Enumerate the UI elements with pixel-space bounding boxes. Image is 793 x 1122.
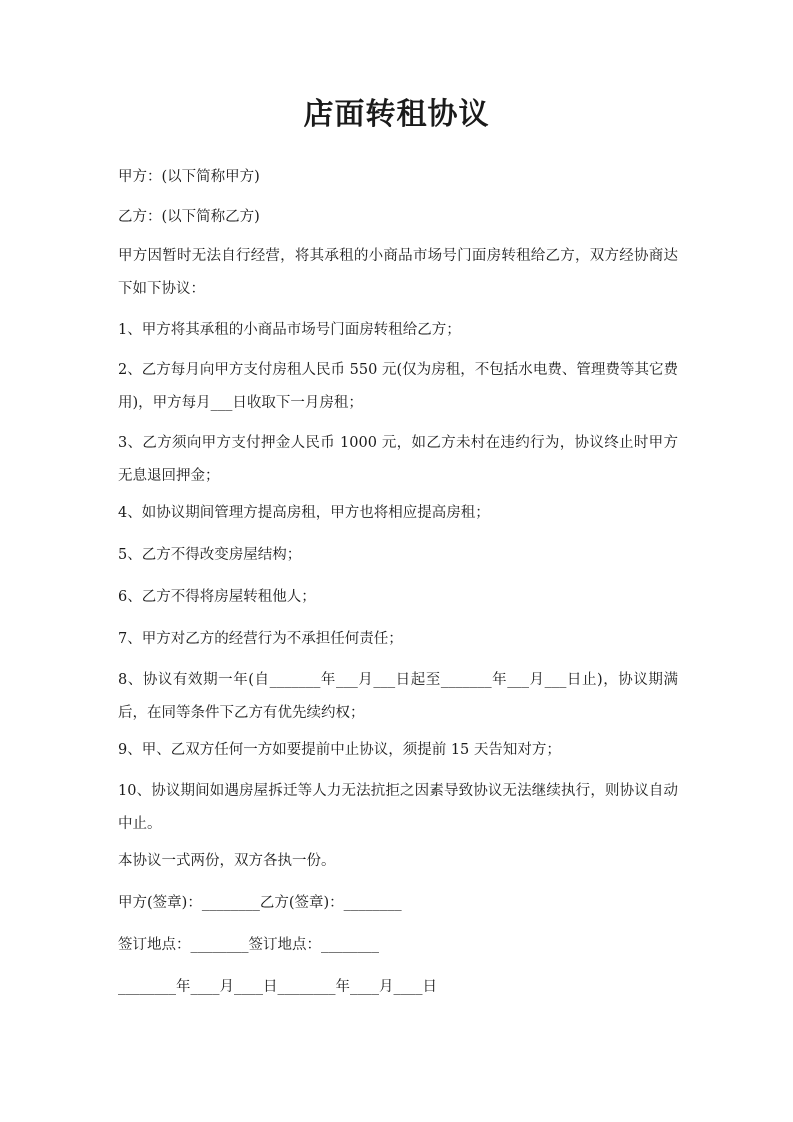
date-line: ________年____月____日________年____月____日 [118, 979, 437, 995]
party-a-line: 甲方：(以下简称甲方) [118, 169, 260, 185]
clause-1: 1、甲方将其承租的小商品市场号门面房转租给乙方； [118, 322, 461, 338]
clause-3: 3、乙方须向甲方支付押金人民币 1000 元，如乙方未村在违约行为，协议终止时甲方无息退回押金； [118, 435, 678, 484]
signature-line: 甲方(签章)：________乙方(签章)：________ [118, 895, 402, 911]
clause-7: 7、甲方对乙方的经营行为不承担任何责任； [118, 631, 403, 647]
clause-9: 9、甲、乙双方任何一方如要提前中止协议，须提前 15 天告知对方； [118, 742, 561, 758]
clause-4: 4、如协议期间管理方提高房租，甲方也将相应提高房租； [118, 505, 490, 521]
clause-6: 6、乙方不得将房屋转租他人； [118, 589, 316, 605]
copies-statement: 本协议一式两份，双方各执一份。 [118, 853, 336, 869]
preamble-paragraph: 甲方因暂时无法自行经营，将其承租的小商品市场号门面房转租给乙方，双方经协商达下如下协议： [118, 248, 678, 297]
signing-place-line: 签订地点：________签订地点：________ [118, 937, 379, 953]
document-title: 店面转租协议 [303, 97, 490, 132]
clause-8: 8、协议有效期一年(自_______年___月___日起至_______年___月___日止)，协议期满后，在同等条件下乙方有优先续约权； [118, 672, 678, 721]
clause-10: 10、协议期间如遇房屋拆迁等人力无法抗拒之因素导致协议无法继续执行，则协议自动中止。 [118, 783, 678, 832]
clause-5: 5、乙方不得改变房屋结构； [118, 547, 302, 563]
clause-2: 2、乙方每月向甲方支付房租人民币 550 元(仅为房租，不包括水电费、管理费等其它费用)，甲方每月___日收取下一月房租； [118, 362, 678, 411]
party-b-line: 乙方：(以下简称乙方) [118, 209, 260, 225]
